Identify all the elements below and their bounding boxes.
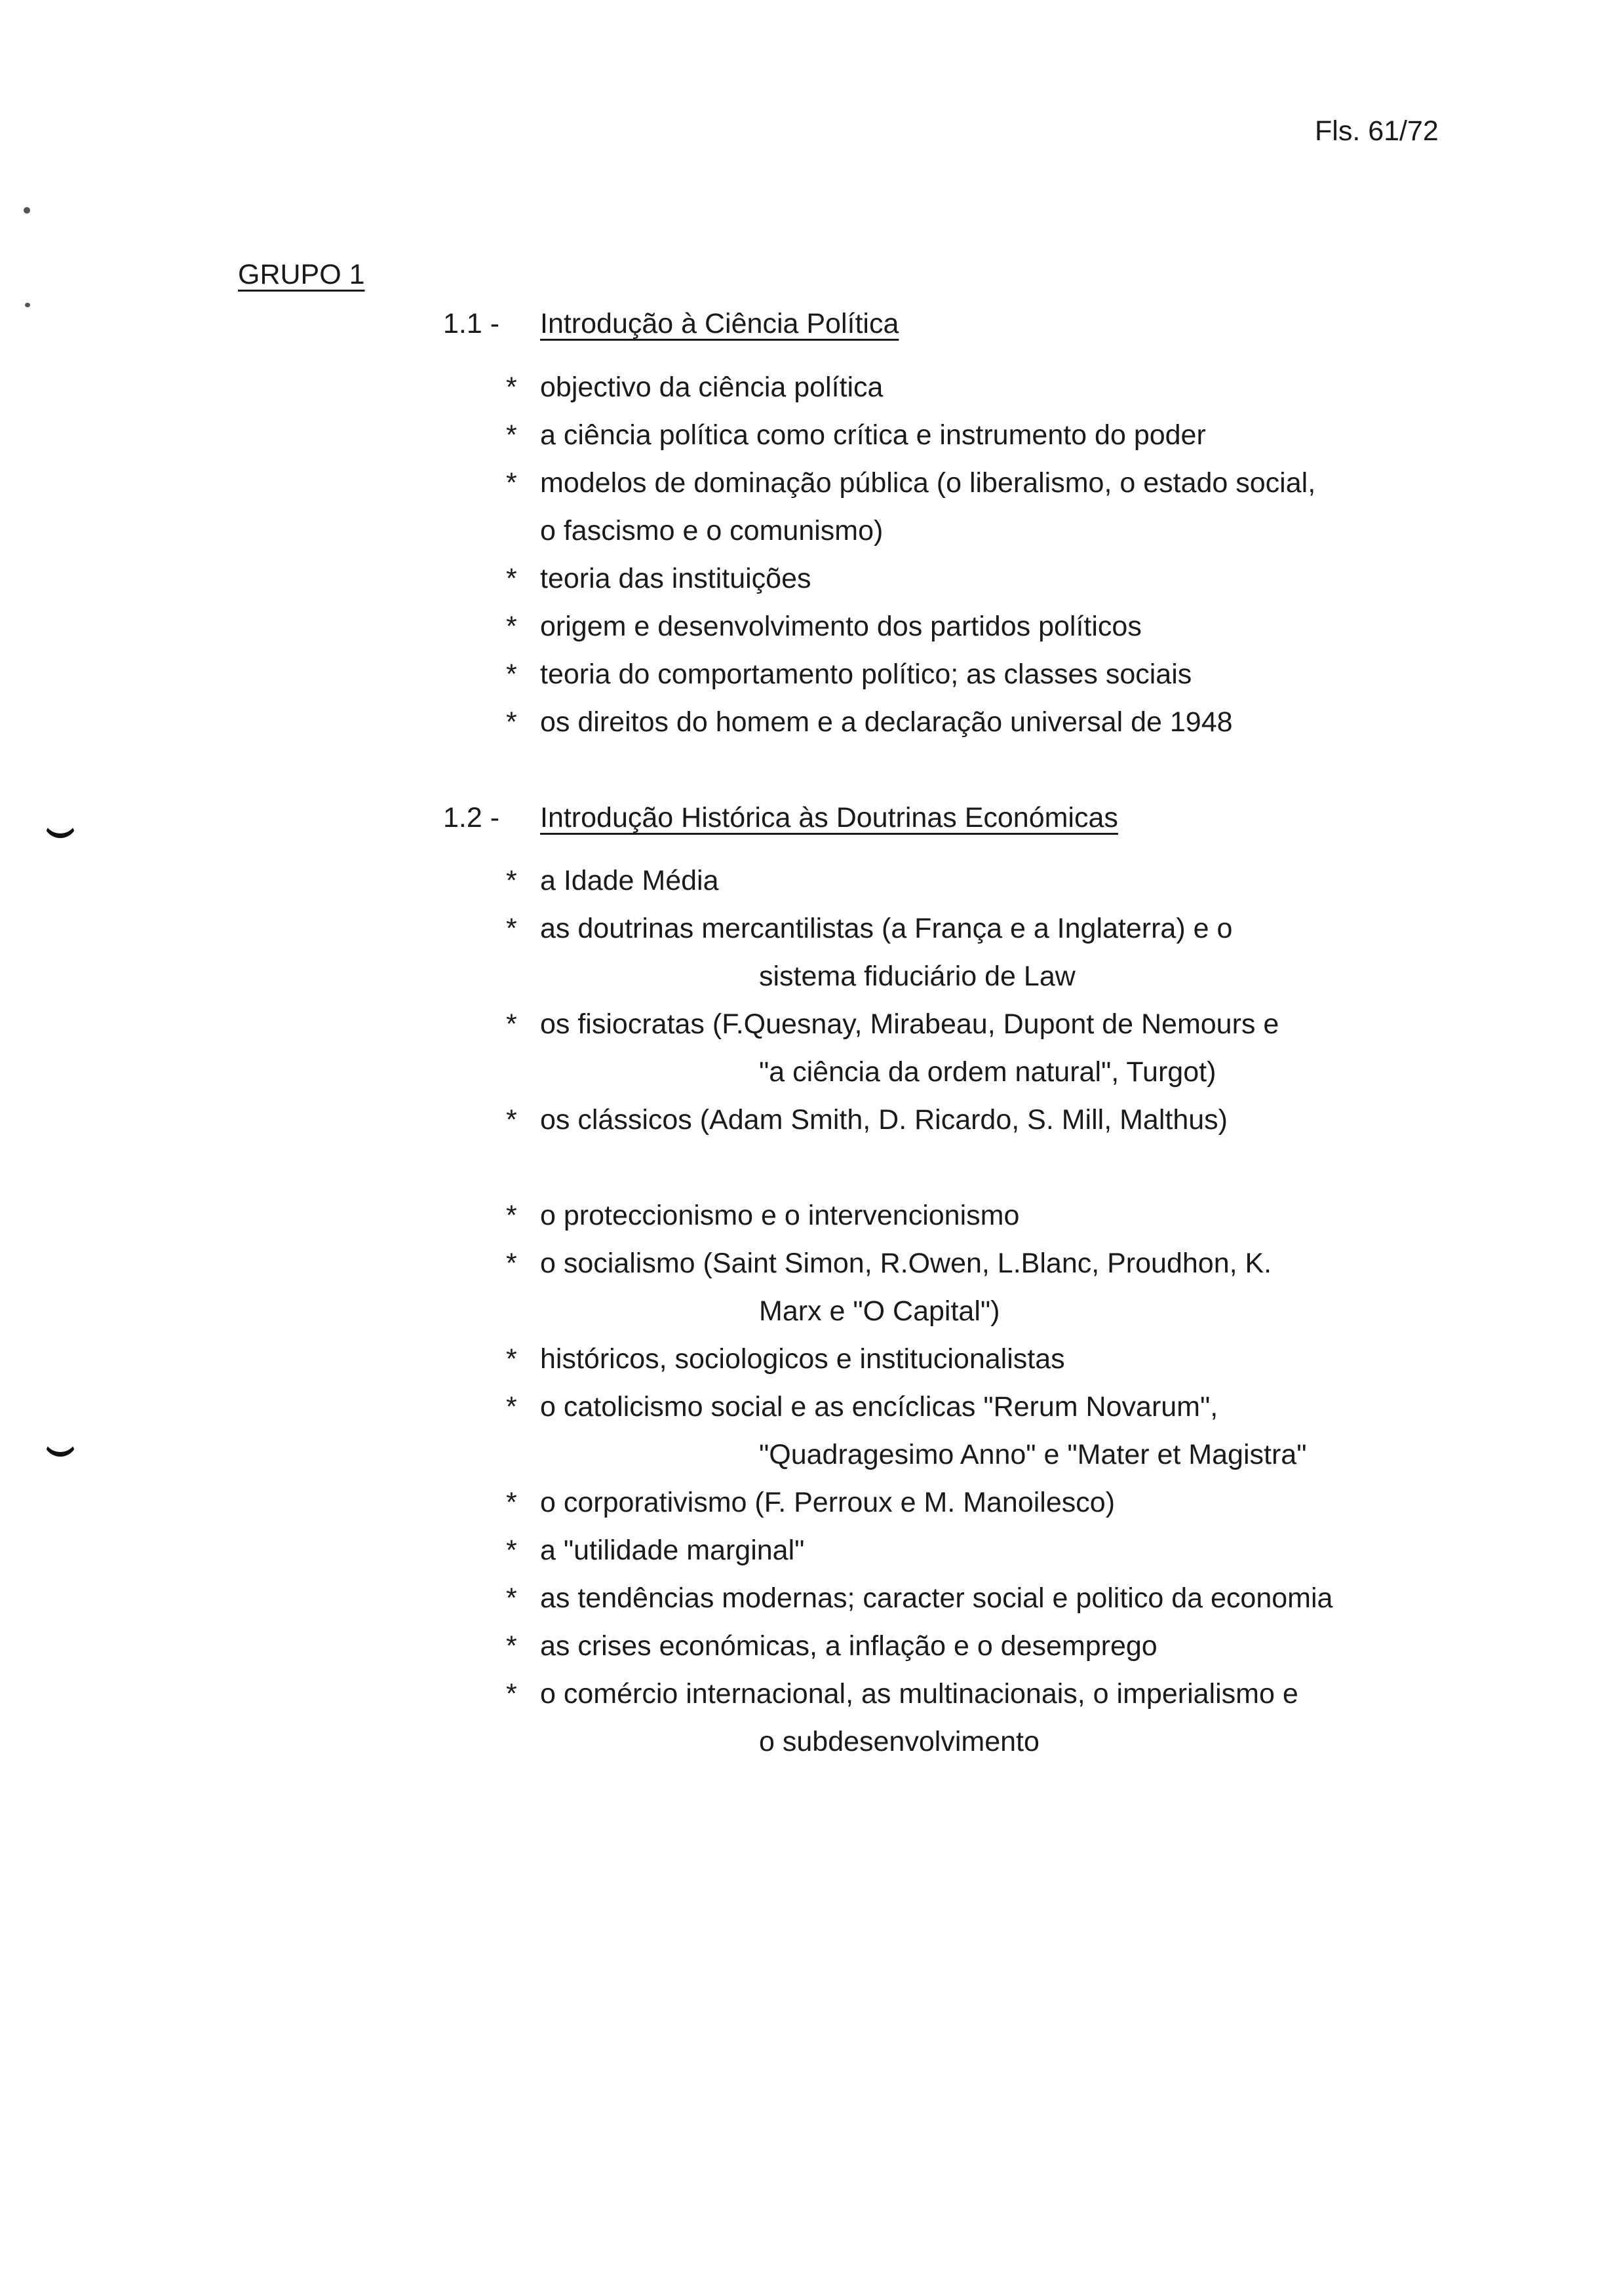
list-item: o socialismo (Saint Simon, R.Owen, L.Blanc, Proudhon, K. [540, 1248, 1272, 1279]
list-item-continuation: sistema fiduciário de Law [759, 961, 1076, 992]
bullet-asterisk: * [506, 706, 517, 738]
list-item: a "utilidade marginal" [540, 1535, 805, 1566]
group-title: GRUPO 1 [238, 259, 365, 290]
scan-speck [25, 303, 30, 307]
bullet-asterisk: * [506, 419, 517, 451]
list-item: as crises económicas, a inflação e o desemprego [540, 1630, 1158, 1662]
list-item: as tendências modernas; caracter social e politico da economia [540, 1582, 1333, 1614]
bullet-asterisk: * [506, 1248, 517, 1279]
list-item: objectivo da ciência política [540, 372, 884, 403]
bullet-asterisk: * [506, 913, 517, 944]
list-item: o corporativismo (F. Perroux e M. Manoilesco) [540, 1487, 1116, 1518]
list-item-continuation: "Quadragesimo Anno" e "Mater et Magistra" [759, 1439, 1307, 1470]
list-item: origem e desenvolvimento dos partidos políticos [540, 611, 1142, 642]
bullet-asterisk: * [506, 1391, 517, 1423]
list-item: teoria das instituições [540, 563, 811, 594]
bullet-asterisk: * [506, 1200, 517, 1231]
bullet-asterisk: * [506, 1582, 517, 1614]
section-title: Introdução à Ciência Política [540, 308, 899, 339]
list-item: a Idade Média [540, 865, 719, 896]
bullet-asterisk: * [506, 1487, 517, 1518]
list-item: modelos de dominação pública (o liberalismo, o estado social, [540, 467, 1316, 499]
list-item: os fisiocratas (F.Quesnay, Mirabeau, Dupont de Nemours e [540, 1008, 1279, 1040]
bullet-asterisk: * [506, 467, 517, 499]
list-item: teoria do comportamento político; as classes sociais [540, 659, 1192, 690]
bullet-asterisk: * [506, 1008, 517, 1040]
bullet-asterisk: * [506, 563, 517, 594]
list-item: os direitos do homem e a declaração universal de 1948 [540, 706, 1233, 738]
list-item-continuation: Marx e "O Capital") [759, 1295, 1000, 1327]
folio-number: Fls. 61/72 [1315, 115, 1439, 147]
list-item: históricos, sociologicos e institucionalistas [540, 1343, 1065, 1375]
list-item: o proteccionismo e o intervencionismo [540, 1200, 1020, 1231]
bullet-asterisk: * [506, 659, 517, 690]
list-item-continuation: o fascismo e o comunismo) [540, 515, 884, 546]
binder-hole-mark [43, 1422, 77, 1457]
list-item-continuation: o subdesenvolvimento [759, 1726, 1040, 1757]
bullet-asterisk: * [506, 1535, 517, 1566]
list-item: as doutrinas mercantilistas (a França e a Inglaterra) e o [540, 913, 1233, 944]
list-item: os clássicos (Adam Smith, D. Ricardo, S. Mill, Malthus) [540, 1104, 1228, 1136]
list-item: o comércio internacional, as multinacionais, o imperialismo e [540, 1678, 1298, 1710]
list-item: a ciência política como crítica e instrumento do poder [540, 419, 1206, 451]
bullet-asterisk: * [506, 372, 517, 403]
section-number: 1.2 - [443, 802, 500, 833]
bullet-asterisk: * [506, 1678, 517, 1710]
bullet-asterisk: * [506, 1104, 517, 1136]
list-item: o catolicismo social e as encíclicas "Rerum Novarum", [540, 1391, 1218, 1423]
bullet-asterisk: * [506, 611, 517, 642]
list-item-continuation: "a ciência da ordem natural", Turgot) [759, 1056, 1216, 1088]
section-title: Introdução Histórica às Doutrinas Económicas [540, 802, 1118, 833]
bullet-asterisk: * [506, 865, 517, 896]
scan-speck [24, 207, 30, 214]
bullet-asterisk: * [506, 1343, 517, 1375]
bullet-asterisk: * [506, 1630, 517, 1662]
section-number: 1.1 - [443, 308, 500, 339]
binder-hole-mark [43, 803, 77, 838]
